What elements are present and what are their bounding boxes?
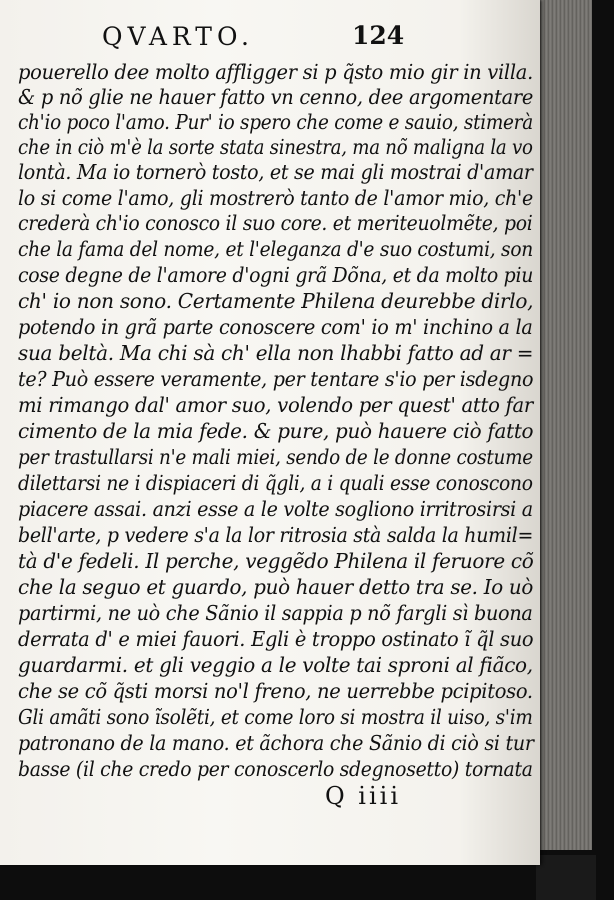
text-line: sua beltà. Ma chi sà ch' ella non lhabbi fatto ad ar = <box>18 341 534 365</box>
text-line: derrata d' e miei fauori. Egli è troppo ostinato ĩ q̃l suo <box>18 627 534 651</box>
text-line: dilettarsi ne i dispiaceri di q̃gli, a i quali esse conoscono <box>18 471 533 495</box>
text-line: lontà. Ma io tornerò tosto, et se mai gli mostrai d'amar <box>18 160 533 184</box>
text-line: pouerello dee molto affligger si p q̃sto mio gir in villa. <box>18 60 533 84</box>
text-line: potendo in grã parte conoscere com' io m' inchino a la <box>18 315 533 339</box>
text-line: cose degne de l'amore d'ogni grã Dõna, et da molto piu <box>18 263 534 287</box>
text-line: patronano de la mano. et ãchora che Sãnio di ciò si tur <box>18 731 534 755</box>
text-line: partirmi, ne uò che Sãnio il sappia p nõ fargli sì buona <box>18 601 533 625</box>
text-line: ch' io non sono. Certamente Philena deurebbe dirlo, <box>18 289 534 313</box>
text-line: lo si come l'amo, gli mostrerò tanto de l'amor mio, ch'e <box>18 186 533 210</box>
text-line: Gli amãti sono ĩsolẽti, et come loro si mostra il uiso, s'im <box>18 705 533 729</box>
text-line: che in ciò m'è la sorte stata sinestra, ma nõ maligna la vo <box>18 135 533 159</box>
text-line: te? Può essere veramente, per tentare s'io per isdegno <box>18 367 534 391</box>
text-line: guardarmi. et gli veggio a le volte tai sproni al fiãco, <box>18 653 533 677</box>
text-line: & p nõ glie ne hauer fatto vn cenno, dee argomentare <box>18 85 534 109</box>
page-header <box>0 22 540 56</box>
text-line: bell'arte, p vedere s'a la lor ritrosia stà salda la humil= <box>18 523 534 547</box>
running-head: QVARTO. <box>102 22 254 51</box>
signature-mark: Q iiii <box>325 782 402 810</box>
page-body-text <box>18 58 538 781</box>
text-line: tà d'e fedeli. Il perche, veggẽdo Philena il feruore cõ <box>18 549 534 573</box>
text-line: mi rimango dal' amor suo, volendo per quest' atto far <box>18 393 533 417</box>
text-line: per trastullarsi n'e mali miei, sendo de le donne costume <box>18 445 533 469</box>
text-line: basse (il che credo per conoscerlo sdegnosetto) tornata <box>18 757 533 781</box>
text-line: cimento de la mia fede. & pure, può hauere ciò fatto <box>18 419 534 443</box>
text-line: crederà ch'io conosco il suo core. et meriteuolmẽte, poi <box>18 211 533 235</box>
text-line: che la fama del nome, et l'eleganza d'e suo costumi, son <box>18 237 533 261</box>
text-line: che se cõ q̃sti morsi no'l freno, ne uerrebbe pcipitoso. <box>18 679 533 703</box>
text-line: piacere assai. anzi esse a le volte sogliono irritrosirsi a <box>18 497 533 521</box>
book-shadow <box>536 855 596 900</box>
page-number: 124 <box>352 21 405 50</box>
text-line: ch'io poco l'amo. Pur' io spero che come e sauio, stimerà <box>18 110 533 134</box>
page-edges <box>540 0 592 850</box>
text-line: che la seguo et guardo, può hauer detto tra se. Io uò <box>18 575 534 599</box>
